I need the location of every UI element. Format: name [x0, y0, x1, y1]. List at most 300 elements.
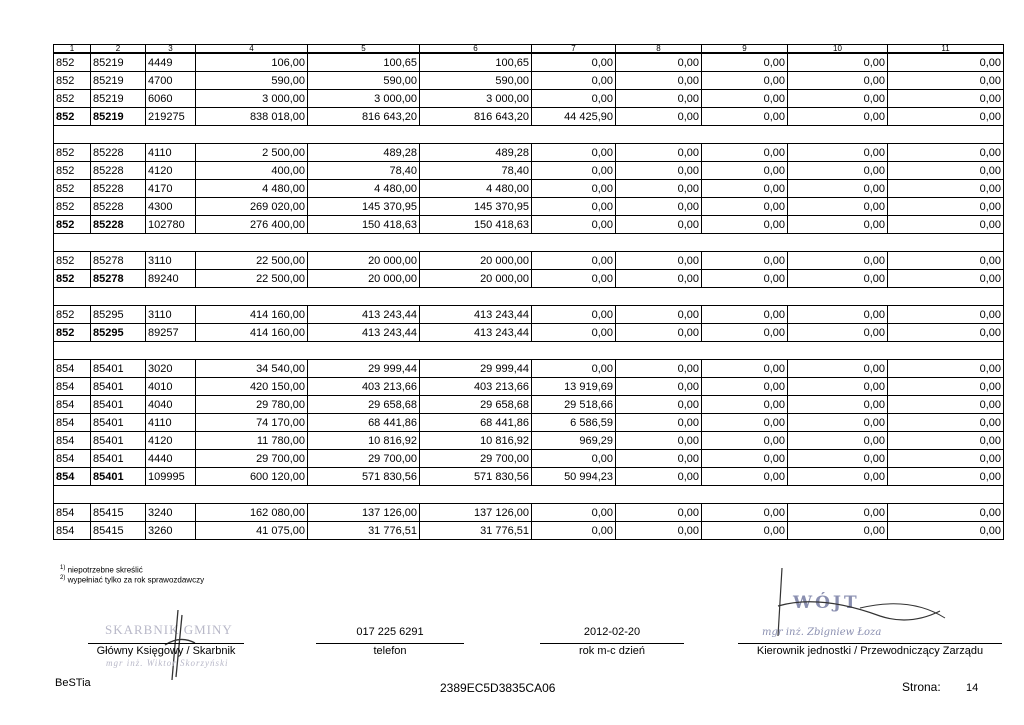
table-cell: 137 126,00	[308, 504, 420, 522]
table-cell: 6 586,59	[532, 414, 616, 432]
table-cell: 0,00	[532, 306, 616, 324]
table-cell: 0,00	[702, 144, 788, 162]
table-row	[54, 378, 1004, 396]
phone-line	[316, 643, 464, 644]
table-cell: 4120	[146, 432, 196, 450]
table-row	[54, 396, 1004, 414]
table-cell: 4110	[146, 144, 196, 162]
table-cell: 0,00	[702, 162, 788, 180]
separator-cell	[54, 288, 1004, 306]
column-header: 3	[146, 45, 196, 54]
table-cell: 0,00	[616, 360, 702, 378]
group-separator	[54, 126, 1004, 144]
summary-cell: 0,00	[702, 324, 788, 342]
table-cell: 0,00	[702, 396, 788, 414]
summary-cell: 413 243,44	[308, 324, 420, 342]
summary-cell: 816 643,20	[420, 108, 532, 126]
table-summary-row	[54, 324, 1004, 342]
table-cell: 74 170,00	[196, 414, 308, 432]
table-cell: 29 700,00	[308, 450, 420, 468]
table-cell: 0,00	[616, 53, 702, 72]
summary-cell: 838 018,00	[196, 108, 308, 126]
table-summary-row	[54, 468, 1004, 486]
footer-app-name: BeSTia	[55, 677, 91, 689]
table-cell: 68 441,86	[420, 414, 532, 432]
table-cell: 0,00	[888, 396, 1004, 414]
table-cell: 85401	[91, 450, 146, 468]
table-cell: 100,65	[420, 53, 532, 72]
table-cell: 3110	[146, 252, 196, 270]
table-cell: 413 243,44	[420, 306, 532, 324]
table-cell: 0,00	[702, 432, 788, 450]
date-value: 2012-02-20	[583, 626, 641, 638]
table-cell: 68 441,86	[308, 414, 420, 432]
accountant-signature-line	[88, 643, 244, 644]
table-cell: 0,00	[702, 252, 788, 270]
summary-cell: 852	[54, 270, 91, 288]
summary-cell: 85295	[91, 324, 146, 342]
table-cell: 0,00	[788, 162, 888, 180]
table-cell: 590,00	[308, 72, 420, 90]
table-cell: 590,00	[420, 72, 532, 90]
table-cell: 0,00	[532, 162, 616, 180]
table-cell: 3240	[146, 504, 196, 522]
summary-cell: 22 500,00	[196, 270, 308, 288]
table-cell: 78,40	[420, 162, 532, 180]
table-cell: 0,00	[788, 360, 888, 378]
table-cell: 3110	[146, 306, 196, 324]
table-cell: 85415	[91, 522, 146, 540]
table-cell: 85415	[91, 504, 146, 522]
table-cell: 852	[54, 144, 91, 162]
table-cell: 31 776,51	[308, 522, 420, 540]
table-cell: 4440	[146, 450, 196, 468]
table-cell: 0,00	[788, 378, 888, 396]
group-separator	[54, 486, 1004, 504]
table-row	[54, 162, 1004, 180]
table-cell: 0,00	[616, 522, 702, 540]
table-cell: 420 150,00	[196, 378, 308, 396]
date-line	[540, 643, 684, 644]
column-header: 2	[91, 45, 146, 54]
table-cell: 85228	[91, 144, 146, 162]
table-row	[54, 522, 1004, 540]
table-cell: 852	[54, 180, 91, 198]
summary-cell: 571 830,56	[420, 468, 532, 486]
summary-cell: 0,00	[788, 468, 888, 486]
table-cell: 854	[54, 522, 91, 540]
table-cell: 0,00	[788, 522, 888, 540]
table-cell: 4 480,00	[420, 180, 532, 198]
table-cell: 403 213,66	[420, 378, 532, 396]
table-row	[54, 432, 1004, 450]
table-cell: 0,00	[616, 396, 702, 414]
summary-cell: 0,00	[616, 468, 702, 486]
table-row	[54, 306, 1004, 324]
table-cell: 0,00	[788, 306, 888, 324]
table-cell: 0,00	[532, 144, 616, 162]
summary-cell: 0,00	[702, 468, 788, 486]
table-cell: 852	[54, 72, 91, 90]
summary-cell: 414 160,00	[196, 324, 308, 342]
table-cell: 0,00	[888, 53, 1004, 72]
table-cell: 4120	[146, 162, 196, 180]
table-cell: 4 480,00	[308, 180, 420, 198]
summary-cell: 0,00	[702, 270, 788, 288]
summary-cell: 0,00	[532, 216, 616, 234]
table-cell: 0,00	[788, 432, 888, 450]
table-cell: 0,00	[616, 162, 702, 180]
summary-cell: 109995	[146, 468, 196, 486]
table-cell: 13 919,69	[532, 378, 616, 396]
table-cell: 0,00	[616, 378, 702, 396]
phone-value: 017 225 6291	[356, 626, 424, 638]
table-cell: 20 000,00	[420, 252, 532, 270]
table-cell: 29 700,00	[196, 450, 308, 468]
head-signature-line	[738, 643, 1002, 644]
table-cell: 0,00	[788, 198, 888, 216]
table-cell: 0,00	[616, 504, 702, 522]
table-cell: 0,00	[532, 180, 616, 198]
table-row	[54, 450, 1004, 468]
table-cell: 85219	[91, 53, 146, 72]
table-cell: 0,00	[616, 306, 702, 324]
summary-cell: 0,00	[702, 108, 788, 126]
table-cell: 0,00	[532, 90, 616, 108]
table-cell: 4110	[146, 414, 196, 432]
summary-cell: 0,00	[532, 270, 616, 288]
table-cell: 11 780,00	[196, 432, 308, 450]
table-cell: 85228	[91, 162, 146, 180]
table-cell: 3260	[146, 522, 196, 540]
accountant-label: Główny Księgowy / Skarbnik	[96, 645, 236, 657]
table-cell: 0,00	[702, 72, 788, 90]
table-cell: 3 000,00	[308, 90, 420, 108]
summary-cell: 85401	[91, 468, 146, 486]
table-cell: 489,28	[308, 144, 420, 162]
table-cell: 0,00	[702, 414, 788, 432]
summary-cell: 0,00	[532, 324, 616, 342]
table-cell: 0,00	[888, 306, 1004, 324]
treasurer-name-stamp: mgr inż. Wiktor Skorzyński	[106, 658, 229, 668]
summary-cell: 85219	[91, 108, 146, 126]
summary-cell: 89257	[146, 324, 196, 342]
table-cell: 29 780,00	[196, 396, 308, 414]
table-cell: 0,00	[616, 450, 702, 468]
summary-cell: 0,00	[616, 216, 702, 234]
footnote-1-text: niepotrzebne skreślić	[67, 565, 143, 575]
table-cell: 0,00	[702, 90, 788, 108]
table-cell: 0,00	[888, 144, 1004, 162]
table-cell: 10 816,92	[308, 432, 420, 450]
summary-cell: 276 400,00	[196, 216, 308, 234]
table-cell: 400,00	[196, 162, 308, 180]
summary-cell: 0,00	[888, 270, 1004, 288]
table-cell: 0,00	[616, 252, 702, 270]
table-cell: 854	[54, 360, 91, 378]
budget-table	[53, 44, 1004, 540]
table-cell: 100,65	[308, 53, 420, 72]
summary-cell: 571 830,56	[308, 468, 420, 486]
table-cell: 0,00	[788, 504, 888, 522]
table-summary-row	[54, 216, 1004, 234]
table-cell: 0,00	[888, 360, 1004, 378]
table-cell: 85401	[91, 378, 146, 396]
summary-cell: 0,00	[888, 216, 1004, 234]
table-cell: 4300	[146, 198, 196, 216]
table-row	[54, 180, 1004, 198]
summary-cell: 20 000,00	[420, 270, 532, 288]
table-cell: 0,00	[788, 180, 888, 198]
table-cell: 0,00	[888, 432, 1004, 450]
table-cell: 0,00	[702, 53, 788, 72]
table-cell: 489,28	[420, 144, 532, 162]
table-cell: 4 480,00	[196, 180, 308, 198]
table-cell: 0,00	[888, 414, 1004, 432]
table-cell: 29 700,00	[420, 450, 532, 468]
footnote-2	[60, 574, 204, 585]
table-cell: 2 500,00	[196, 144, 308, 162]
head-stamp: WÓJT	[793, 593, 860, 613]
summary-cell: 0,00	[888, 108, 1004, 126]
table-cell: 0,00	[788, 90, 888, 108]
table-cell: 852	[54, 198, 91, 216]
summary-cell: 854	[54, 468, 91, 486]
column-header: 7	[532, 45, 616, 54]
table-cell: 852	[54, 162, 91, 180]
table-cell: 0,00	[888, 180, 1004, 198]
table-cell: 4040	[146, 396, 196, 414]
table-cell: 3 000,00	[420, 90, 532, 108]
table-cell: 4010	[146, 378, 196, 396]
table-cell: 0,00	[616, 72, 702, 90]
treasurer-stamp: SKARBNIK GMINY	[105, 622, 233, 637]
group-separator	[54, 288, 1004, 306]
table-cell: 20 000,00	[308, 252, 420, 270]
table-cell: 29 658,68	[308, 396, 420, 414]
summary-cell: 852	[54, 324, 91, 342]
table-cell: 0,00	[532, 198, 616, 216]
footnote-2-text: wypełniać tylko za rok sprawozdawczy	[67, 575, 205, 585]
table-cell: 85401	[91, 432, 146, 450]
table-cell: 0,00	[702, 180, 788, 198]
table-row	[54, 198, 1004, 216]
table-cell: 0,00	[788, 414, 888, 432]
table-cell: 0,00	[702, 306, 788, 324]
summary-cell: 0,00	[616, 108, 702, 126]
table-cell: 0,00	[888, 252, 1004, 270]
table-cell: 78,40	[308, 162, 420, 180]
column-header: 6	[420, 45, 532, 54]
summary-cell: 50 994,23	[532, 468, 616, 486]
table-cell: 4170	[146, 180, 196, 198]
column-header: 8	[616, 45, 702, 54]
table-cell: 0,00	[616, 414, 702, 432]
table-cell: 0,00	[702, 360, 788, 378]
table-cell: 145 370,95	[420, 198, 532, 216]
summary-cell: 816 643,20	[308, 108, 420, 126]
table-cell: 0,00	[532, 53, 616, 72]
table-cell: 85401	[91, 360, 146, 378]
table-cell: 34 540,00	[196, 360, 308, 378]
table-cell: 0,00	[888, 378, 1004, 396]
table-cell: 0,00	[888, 522, 1004, 540]
summary-cell: 85278	[91, 270, 146, 288]
summary-cell: 0,00	[616, 270, 702, 288]
summary-cell: 852	[54, 108, 91, 126]
table-cell: 0,00	[888, 72, 1004, 90]
table-row	[54, 504, 1004, 522]
summary-cell: 413 243,44	[420, 324, 532, 342]
table-cell: 0,00	[888, 162, 1004, 180]
footnote-1-mark: 1)	[60, 565, 66, 571]
table-cell: 0,00	[702, 522, 788, 540]
table-row	[54, 360, 1004, 378]
table-cell: 0,00	[788, 72, 888, 90]
summary-cell: 0,00	[788, 108, 888, 126]
table-cell: 85401	[91, 396, 146, 414]
summary-cell: 102780	[146, 216, 196, 234]
summary-cell: 0,00	[702, 216, 788, 234]
table-cell: 590,00	[196, 72, 308, 90]
head-label: Kierownik jednostki / Przewodniczący Zarządu	[756, 645, 984, 657]
table-cell: 85295	[91, 306, 146, 324]
summary-cell: 0,00	[888, 468, 1004, 486]
table-cell: 6060	[146, 90, 196, 108]
table-cell: 0,00	[788, 53, 888, 72]
table-summary-row	[54, 108, 1004, 126]
summary-cell: 600 120,00	[196, 468, 308, 486]
table-cell: 854	[54, 414, 91, 432]
table-cell: 29 999,44	[420, 360, 532, 378]
table-cell: 3 000,00	[196, 90, 308, 108]
table-cell: 0,00	[616, 180, 702, 198]
table-cell: 0,00	[532, 72, 616, 90]
table-cell: 4449	[146, 53, 196, 72]
group-separator	[54, 234, 1004, 252]
table-cell: 414 160,00	[196, 306, 308, 324]
date-label: rok m-c dzień	[578, 645, 646, 657]
table-row	[54, 144, 1004, 162]
column-header: 5	[308, 45, 420, 54]
table-cell: 413 243,44	[308, 306, 420, 324]
table-cell: 852	[54, 306, 91, 324]
table-cell: 969,29	[532, 432, 616, 450]
table-summary-row	[54, 270, 1004, 288]
table-cell: 0,00	[702, 378, 788, 396]
table-cell: 0,00	[888, 90, 1004, 108]
table-cell: 854	[54, 378, 91, 396]
footer-page-label: Strona:	[902, 680, 941, 694]
summary-cell: 44 425,90	[532, 108, 616, 126]
column-header: 1	[54, 45, 91, 54]
table-cell: 10 816,92	[420, 432, 532, 450]
table-cell: 0,00	[788, 144, 888, 162]
table-cell: 854	[54, 396, 91, 414]
table-row	[54, 414, 1004, 432]
table-cell: 85228	[91, 198, 146, 216]
table-cell: 0,00	[616, 198, 702, 216]
table-cell: 0,00	[788, 252, 888, 270]
table-cell: 0,00	[616, 432, 702, 450]
table-cell: 0,00	[888, 504, 1004, 522]
table-cell: 0,00	[702, 198, 788, 216]
summary-cell: 0,00	[788, 270, 888, 288]
summary-cell: 219275	[146, 108, 196, 126]
table-cell: 0,00	[616, 144, 702, 162]
footer-page-number: 14	[966, 682, 979, 694]
table-cell: 4700	[146, 72, 196, 90]
summary-cell: 150 418,63	[308, 216, 420, 234]
summary-cell: 0,00	[888, 324, 1004, 342]
table-cell: 0,00	[788, 450, 888, 468]
table-cell: 0,00	[532, 522, 616, 540]
table-cell: 0,00	[532, 450, 616, 468]
table-cell: 403 213,66	[308, 378, 420, 396]
table-cell: 269 020,00	[196, 198, 308, 216]
table-cell: 85219	[91, 72, 146, 90]
table-cell: 22 500,00	[196, 252, 308, 270]
table-cell: 0,00	[702, 504, 788, 522]
table-cell: 0,00	[532, 504, 616, 522]
table-cell: 3020	[146, 360, 196, 378]
summary-cell: 89240	[146, 270, 196, 288]
table-cell: 0,00	[888, 198, 1004, 216]
table-row	[54, 252, 1004, 270]
column-header: 10	[788, 45, 888, 54]
table-cell: 106,00	[196, 53, 308, 72]
column-header: 4	[196, 45, 308, 54]
table-cell: 852	[54, 252, 91, 270]
table-cell: 0,00	[532, 252, 616, 270]
table-cell: 162 080,00	[196, 504, 308, 522]
summary-cell: 0,00	[788, 216, 888, 234]
separator-cell	[54, 126, 1004, 144]
table-cell: 0,00	[788, 396, 888, 414]
table-header-row	[54, 45, 1004, 54]
table-cell: 854	[54, 432, 91, 450]
summary-cell: 0,00	[788, 324, 888, 342]
table-cell: 852	[54, 53, 91, 72]
table-cell: 0,00	[616, 90, 702, 108]
table-cell: 0,00	[532, 360, 616, 378]
separator-cell	[54, 486, 1004, 504]
table-cell: 145 370,95	[308, 198, 420, 216]
table-cell: 41 075,00	[196, 522, 308, 540]
summary-cell: 20 000,00	[308, 270, 420, 288]
table-cell: 85278	[91, 252, 146, 270]
table-cell: 0,00	[888, 450, 1004, 468]
table-row	[54, 72, 1004, 90]
table-cell: 85401	[91, 414, 146, 432]
group-separator	[54, 342, 1004, 360]
head-name-stamp: mgr inż. Zbigniew Łoza	[762, 627, 882, 638]
separator-cell	[54, 234, 1004, 252]
column-header: 11	[888, 45, 1004, 54]
table-cell: 31 776,51	[420, 522, 532, 540]
table-cell: 854	[54, 504, 91, 522]
table-cell: 852	[54, 90, 91, 108]
table-row	[54, 53, 1004, 72]
column-header: 9	[702, 45, 788, 54]
footnote-2-mark: 2)	[60, 575, 66, 581]
table-row	[54, 90, 1004, 108]
table-cell: 137 126,00	[420, 504, 532, 522]
footer-document-code: 2389EC5D3835CA06	[440, 681, 556, 695]
table-cell: 29 999,44	[308, 360, 420, 378]
summary-cell: 0,00	[616, 324, 702, 342]
separator-cell	[54, 342, 1004, 360]
